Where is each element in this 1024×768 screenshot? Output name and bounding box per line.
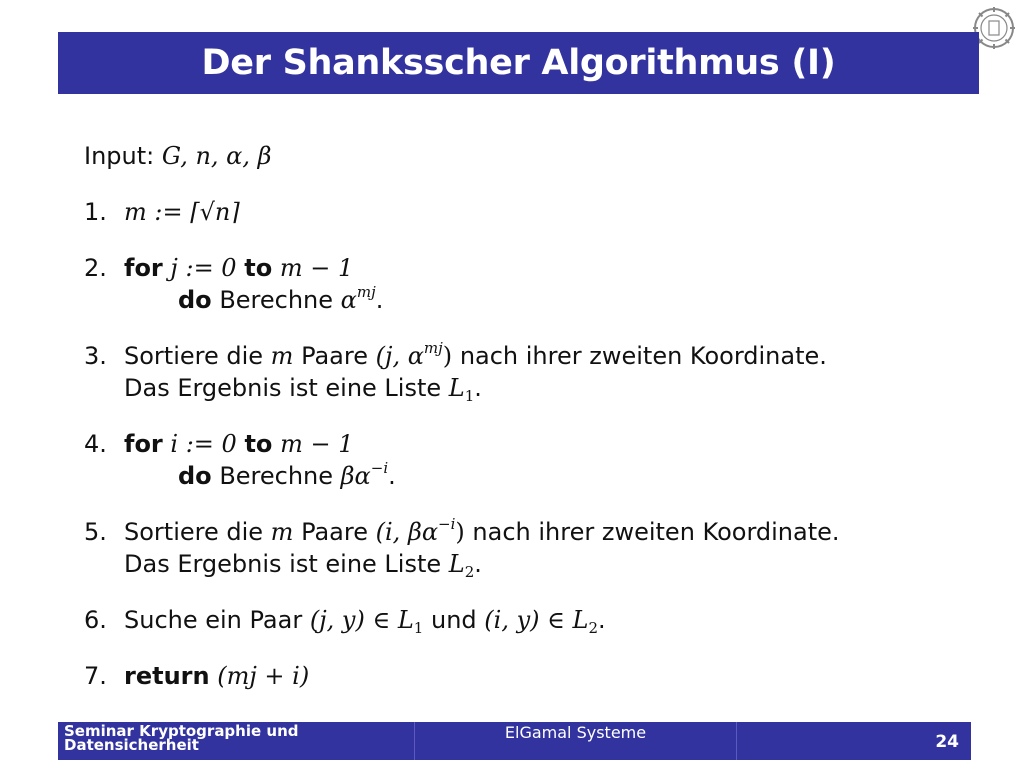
footer-topic: ElGamal Systeme xyxy=(414,722,737,760)
input-line: Input: G, n, α, β xyxy=(84,142,272,170)
footer-bar xyxy=(58,722,971,760)
step-4-do: do Berechne $\beta\alpha^{-i}$. xyxy=(178,459,396,490)
step-5-result: Das Ergebnis ist eine Liste $L_2$. xyxy=(124,550,482,581)
page-number: 24 xyxy=(935,732,959,752)
step-1: 1. m := ⌈√n⌉ xyxy=(84,198,240,226)
footer-course: Seminar Kryptographie und Datensicherheit xyxy=(64,722,299,754)
step-7: 7. return (mj + i) xyxy=(84,662,310,690)
step-4: 4. for i := 0 to m − 1 xyxy=(84,430,354,458)
step-2-do: do Berechne $\alpha^{mj}$. xyxy=(178,283,384,314)
step-5: 5. Sortiere die m Paare (i, $\beta\alpha^{-i}$) nach ihrer zweiten Koordinate. xyxy=(84,515,840,546)
slide-title: Der Shanksscher Algorithmus (I) xyxy=(201,43,836,83)
step-2: 2. for j := 0 to m − 1 xyxy=(84,254,354,282)
step-3-result: Das Ergebnis ist eine Liste $L_1$. xyxy=(124,374,482,405)
step-6: 6. Suche ein Paar (j, y) ∈ $L_1$ und (i, y) ∈ $L_2$. xyxy=(84,606,606,637)
step-3: 3. Sortiere die m Paare (j, $\alpha^{mj}$) nach ihrer zweiten Koordinate. xyxy=(84,339,827,370)
title-bar xyxy=(58,32,979,94)
